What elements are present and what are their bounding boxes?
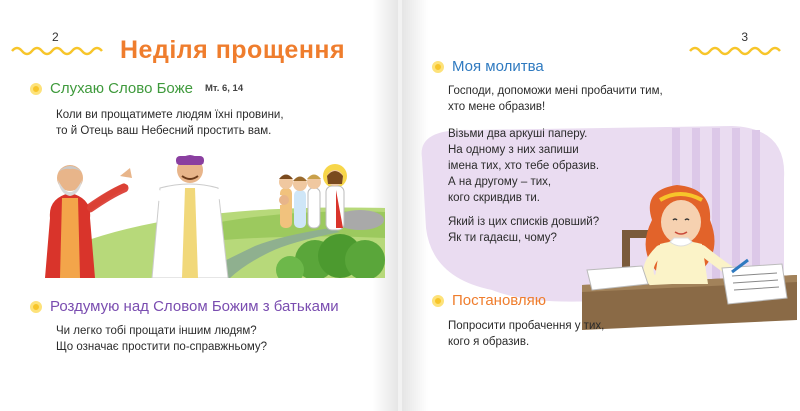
page-number: 2: [52, 30, 59, 44]
bullet-icon: [30, 301, 42, 313]
text-line: хто мене образив!: [448, 101, 546, 113]
section-heading-listen: [30, 80, 243, 97]
text-line: Господи, допоможи мені пробачити тим,: [448, 85, 663, 97]
text-line: На одному з них запиши: [448, 144, 579, 156]
text-line: Що означає простити по-справжньому?: [56, 341, 268, 353]
bullet-icon: [30, 83, 42, 95]
prayer-text: [448, 83, 663, 115]
title-squiggle-right: [688, 44, 788, 58]
text-line: Який із цих списків довший?: [448, 216, 600, 228]
text-line: кого скривдив ти.: [448, 192, 540, 204]
right-page: [402, 0, 800, 411]
text-line: Коли ви прощатимете людям їхні провини,: [56, 109, 284, 121]
section-heading-reflect: [30, 298, 339, 315]
text-line: Попросити пробачення у тих,: [448, 320, 605, 332]
resolve-text: [448, 318, 604, 350]
heading-text: Моя молитва: [452, 58, 544, 75]
activity-text: [448, 126, 599, 246]
text-line: Чи легко тобі прощати іншим людям?: [56, 325, 257, 337]
girl-writing-illustration: [582, 180, 797, 330]
section-heading-prayer: [432, 58, 544, 75]
page-title: Неділя прощення: [120, 36, 346, 64]
bullet-icon: [432, 61, 444, 73]
title-squiggle-left: [10, 44, 110, 58]
jesus-and-disciples-illustration: [40, 148, 385, 278]
text-line: імена тих, хто тебе образив.: [448, 160, 600, 172]
text-line: Візьми два аркуші паперу.: [448, 128, 588, 140]
text-line: кого я образив.: [448, 336, 530, 348]
heading-text: Постановляю: [452, 292, 547, 309]
heading-text: Роздумую над Словом Божим з батьками: [50, 298, 339, 315]
heading-text: Слухаю Слово Боже: [50, 80, 193, 97]
text-line: А на другому – тих,: [448, 176, 552, 188]
scripture-text: [56, 107, 284, 139]
page-number: 3: [741, 30, 748, 44]
reflect-text: [56, 323, 267, 355]
bullet-icon: [432, 295, 444, 307]
text-line: то й Отець ваш Небесний простить вам.: [56, 125, 272, 137]
text-line: Як ти гадаєш, чому?: [448, 232, 557, 244]
left-page: [0, 0, 398, 411]
text-line: [448, 206, 599, 214]
section-heading-resolve: [432, 292, 546, 309]
scripture-reference: Мт. 6, 14: [204, 83, 244, 94]
